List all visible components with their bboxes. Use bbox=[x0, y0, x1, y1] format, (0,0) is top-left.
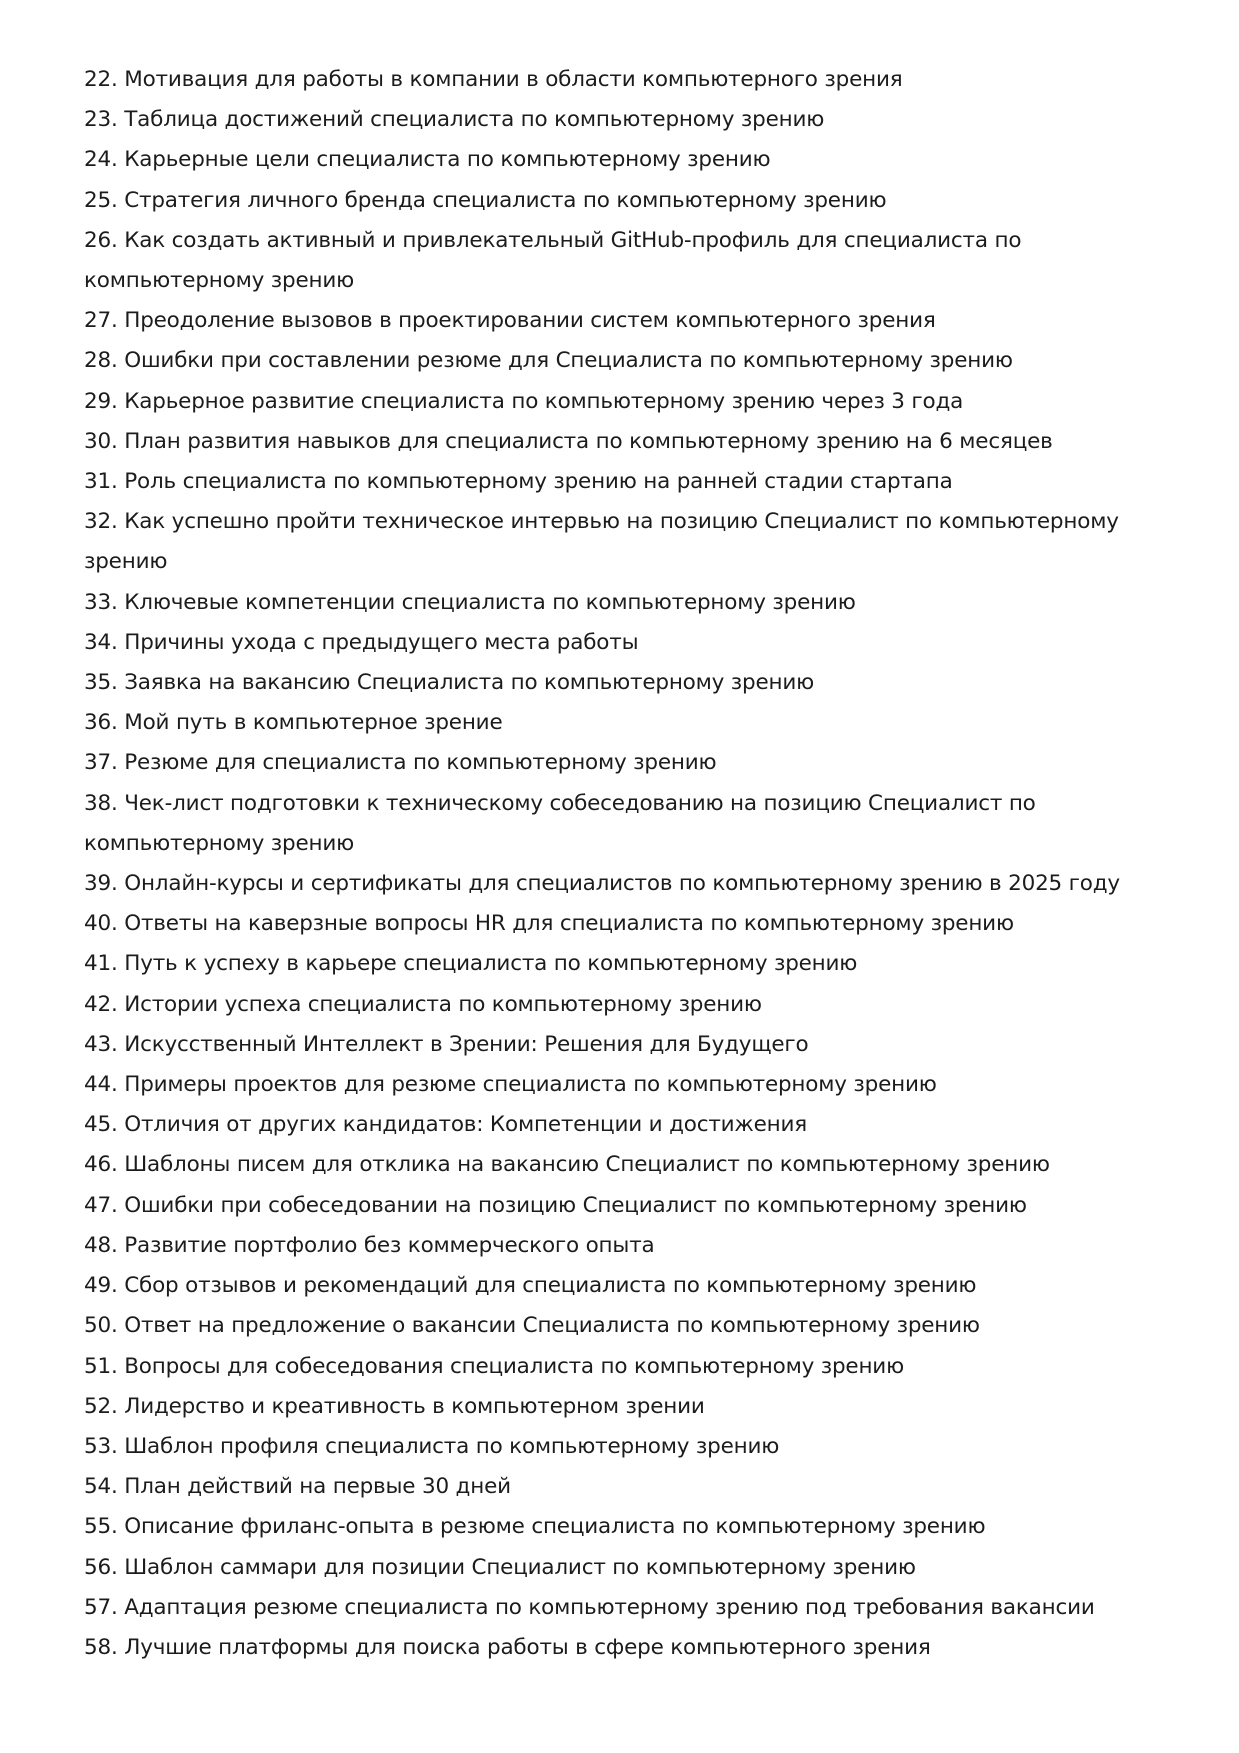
list-item: 41. Путь к успеху в карьере специалиста по компьютерному зрению bbox=[84, 951, 858, 977]
list-item: 30. План развития навыков для специалиста по компьютерному зрению на 6 месяцев bbox=[84, 428, 1053, 454]
list-item: 49. Сбор отзывов и рекомендаций для специалиста по компьютерному зрению bbox=[84, 1273, 977, 1299]
list-item: 57. Адаптация резюме специалиста по компьютерному зрению под требования вакансии bbox=[84, 1594, 1095, 1620]
list-item: 34. Причины ухода с предыдущего места работы bbox=[84, 629, 639, 655]
list-item: 23. Таблица достижений специалиста по компьютерному зрению bbox=[84, 107, 825, 133]
list-item: 38. Чек-лист подготовки к техническому собеседованию на позицию Специалист по компьютерному зрению bbox=[84, 790, 1036, 856]
list-item: 45. Отличия от других кандидатов: Компетенции и достижения bbox=[84, 1112, 807, 1138]
topic-list bbox=[84, 60, 1164, 1668]
list-item: 31. Роль специалиста по компьютерному зрению на ранней стадии стартапа bbox=[84, 469, 953, 495]
list-item: 39. Онлайн-курсы и сертификаты для специалистов по компьютерному зрению в 2025 году bbox=[84, 871, 1120, 897]
list-item: 25. Стратегия личного бренда специалиста по компьютерному зрению bbox=[84, 187, 887, 213]
list-item: 52. Лидерство и креативность в компьютерном зрении bbox=[84, 1393, 705, 1419]
list-item: 53. Шаблон профиля специалиста по компьютерному зрению bbox=[84, 1433, 780, 1459]
list-item: 55. Описание фриланс-опыта в резюме специалиста по компьютерному зрению bbox=[84, 1514, 986, 1540]
list-item: 33. Ключевые компетенции специалиста по компьютерному зрению bbox=[84, 589, 856, 615]
list-item: 58. Лучшие платформы для поиска работы в сфере компьютерного зрения bbox=[84, 1634, 931, 1660]
list-item: 40. Ответы на каверзные вопросы HR для специалиста по компьютерному зрению bbox=[84, 911, 1014, 937]
list-item: 43. Искусственный Интеллект в Зрении: Решения для Будущего bbox=[84, 1031, 809, 1057]
list-item: 32. Как успешно пройти техническое интервью на позицию Специалист по компьютерному зрению bbox=[84, 509, 1119, 575]
list-item: 51. Вопросы для собеседования специалиста по компьютерному зрению bbox=[84, 1353, 904, 1379]
list-item: 42. Истории успеха специалиста по компьютерному зрению bbox=[84, 991, 762, 1017]
list-item: 48. Развитие портфолио без коммерческого опыта bbox=[84, 1232, 655, 1258]
list-item: 26. Как создать активный и привлекательный GitHub-профиль для специалиста по компьютерному зрению bbox=[84, 227, 1022, 294]
list-item: 27. Преодоление вызовов в проектировании систем компьютерного зрения bbox=[84, 308, 936, 334]
list-item: 22. Мотивация для работы в компании в области компьютерного зрения bbox=[84, 67, 903, 92]
list-item: 36. Мой путь в компьютерное зрение bbox=[84, 710, 503, 736]
list-item: 24. Карьерные цели специалиста по компьютерному зрению bbox=[84, 147, 771, 173]
list-item: 35. Заявка на вакансию Специалиста по компьютерному зрению bbox=[84, 670, 815, 696]
list-item: 28. Ошибки при составлении резюме для Специалиста по компьютерному зрению bbox=[84, 348, 1013, 374]
list-item: 47. Ошибки при собеседовании на позицию Специалист по компьютерному зрению bbox=[84, 1192, 1027, 1218]
list-item: 54. План действий на первые 30 дней bbox=[84, 1474, 511, 1500]
list-item: 37. Резюме для специалиста по компьютерному зрению bbox=[84, 750, 717, 776]
list-item: 44. Примеры проектов для резюме специалиста по компьютерному зрению bbox=[84, 1072, 937, 1098]
list-item: 50. Ответ на предложение о вакансии Специалиста по компьютерному зрению bbox=[84, 1313, 980, 1339]
list-item: 46. Шаблоны писем для отклика на вакансию Специалист по компьютерному зрению bbox=[84, 1152, 1050, 1178]
list-item: 29. Карьерное развитие специалиста по компьютерному зрению через 3 года bbox=[84, 388, 964, 414]
list-item: 56. Шаблон саммари для позиции Специалист по компьютерному зрению bbox=[84, 1554, 916, 1580]
